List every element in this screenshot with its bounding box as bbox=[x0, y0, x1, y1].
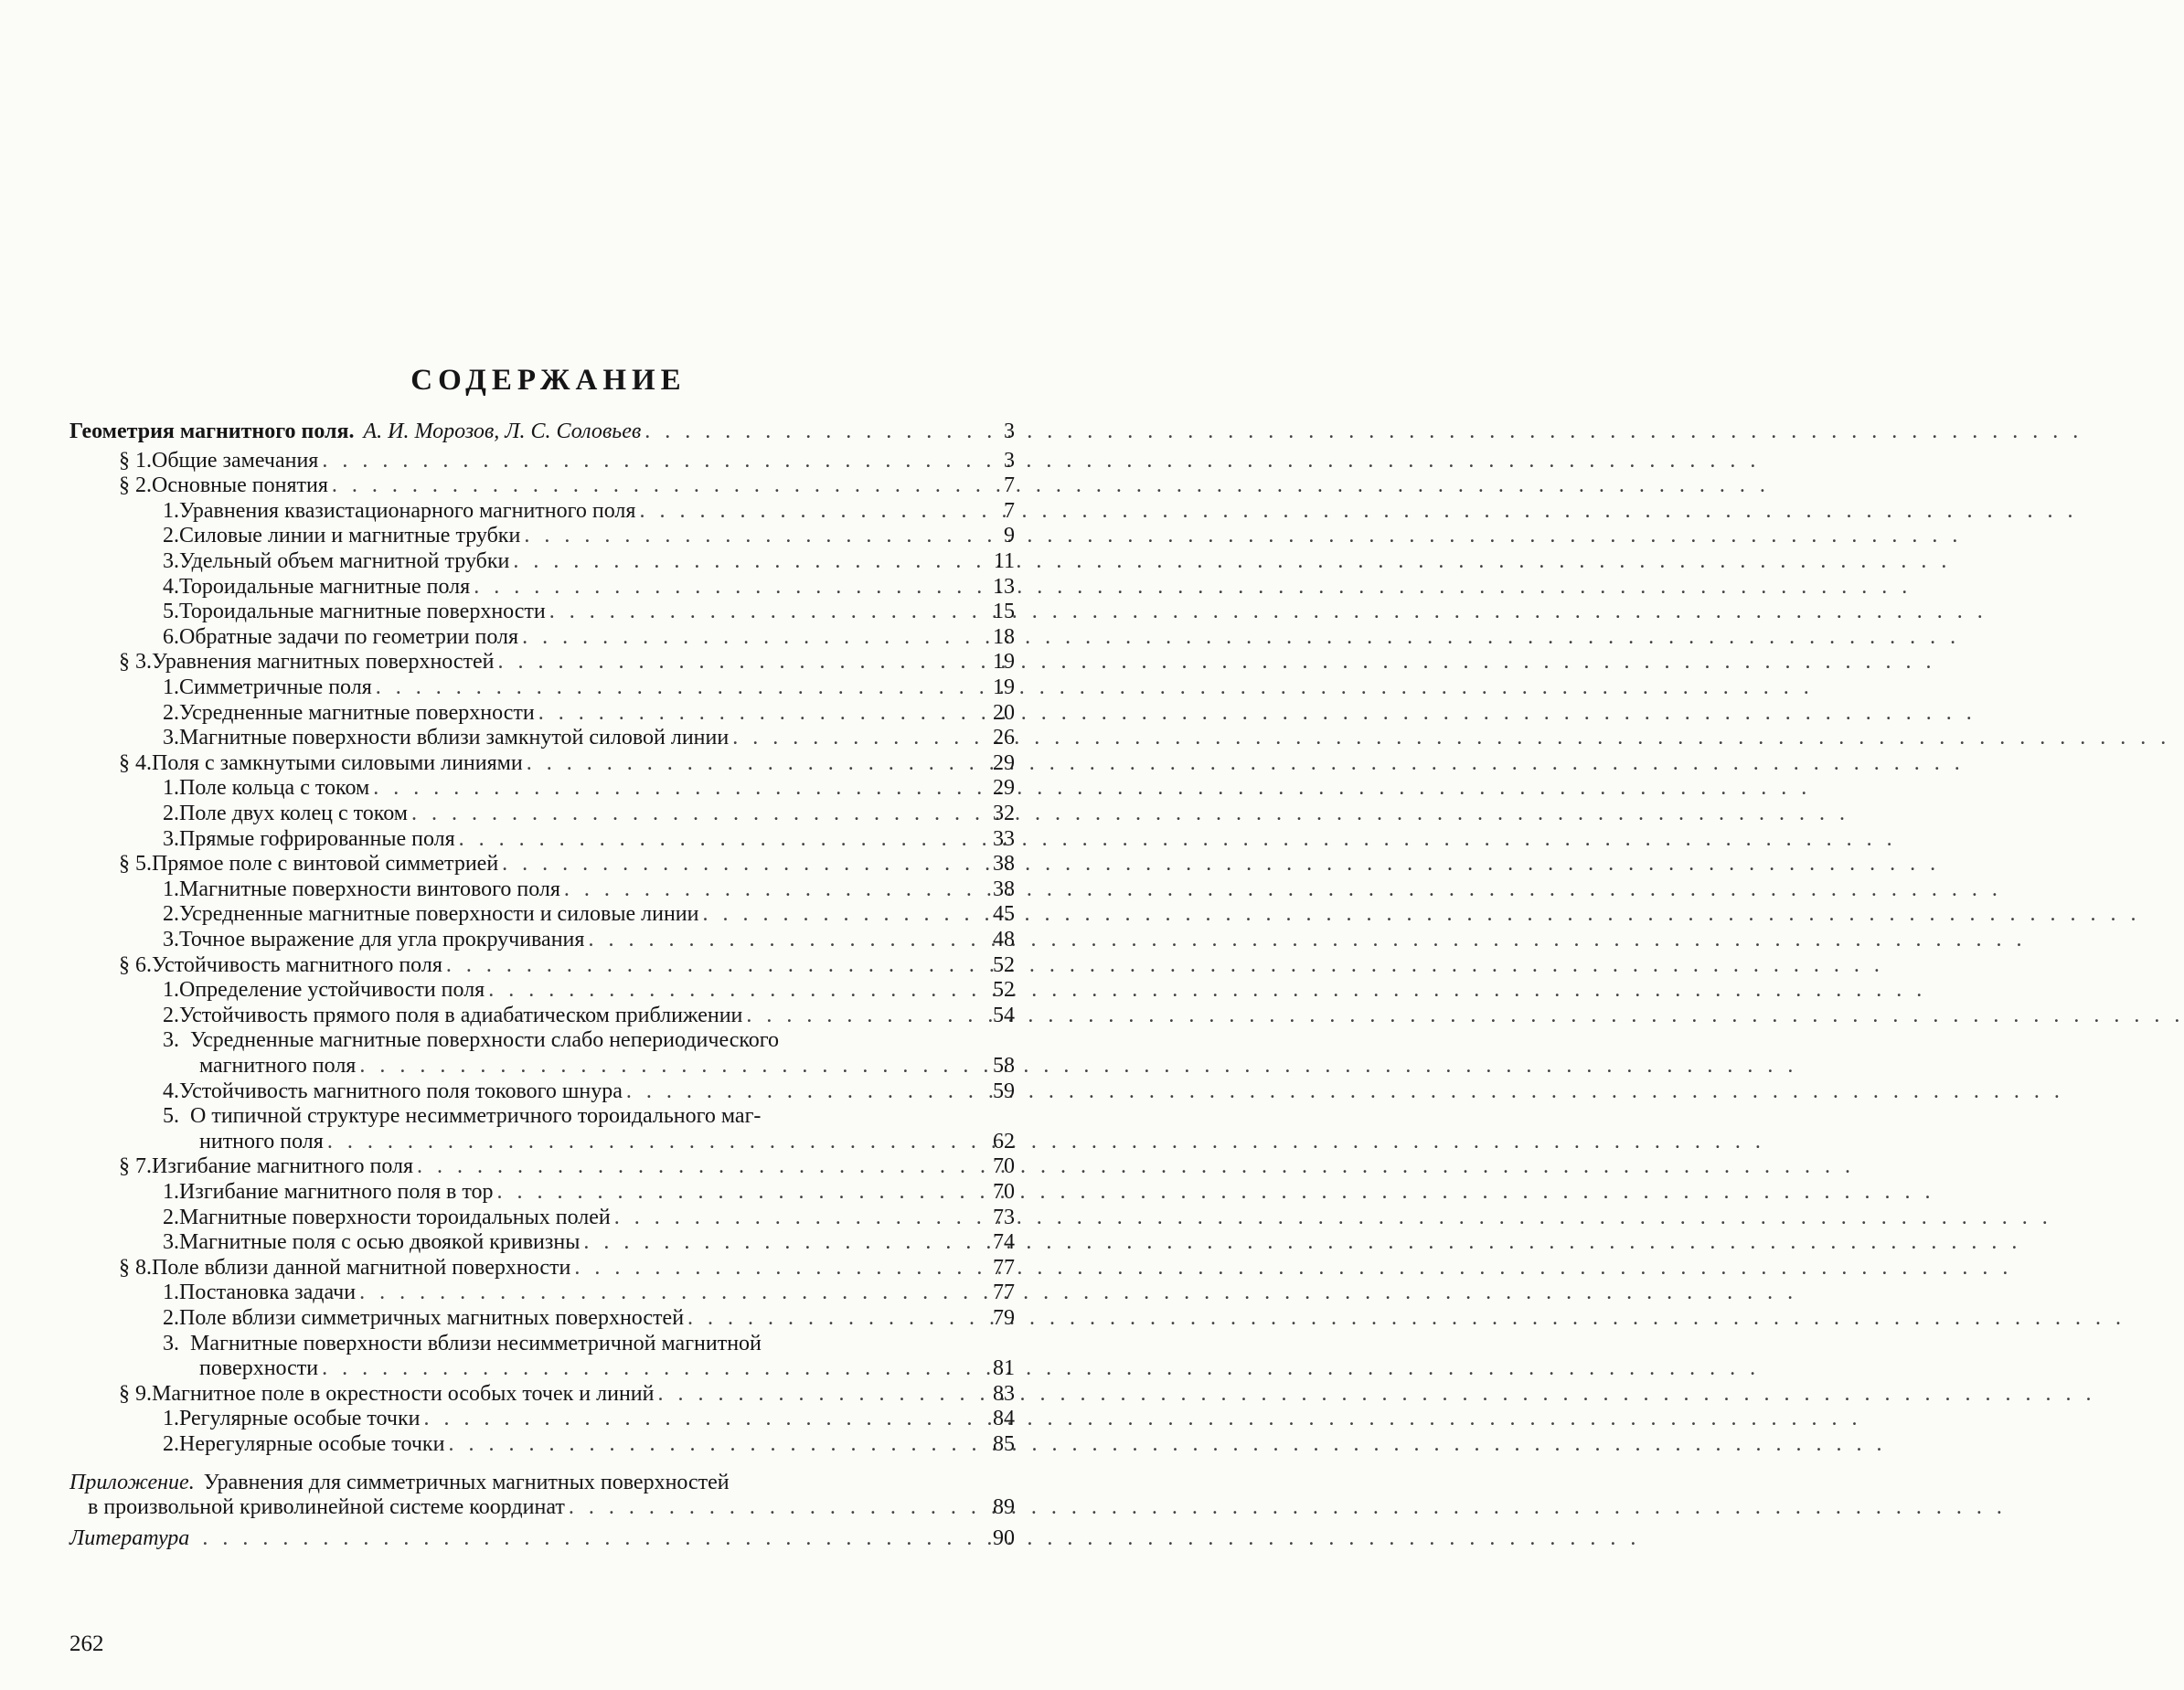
toc-entry[interactable] bbox=[0, 448, 1097, 473]
toc-entry-title: Поле вблизи данной магнитной поверхности bbox=[152, 1255, 571, 1280]
toc-leader-dots bbox=[560, 877, 2002, 902]
toc-entry-number: 2. bbox=[163, 1306, 179, 1330]
toc-entry-page: 52 bbox=[993, 978, 1015, 1003]
toc-entry-number: 5. bbox=[163, 1104, 179, 1129]
toc-entry[interactable] bbox=[0, 1525, 1097, 1551]
toc-entry-number: 2. bbox=[163, 1205, 179, 1229]
toc-entry[interactable] bbox=[0, 1179, 1097, 1205]
toc-entry[interactable] bbox=[0, 523, 1097, 548]
toc-entry-number: 2. bbox=[163, 1003, 179, 1027]
toc-entry-title: Магнитные поверхности винтового поля bbox=[179, 877, 560, 901]
toc-entry-page: 59 bbox=[993, 1079, 1015, 1103]
toc-entry-title: Прямые гофрированные поля bbox=[179, 826, 455, 851]
toc-entry-title: Изгибание магнитного поля в тор bbox=[179, 1180, 494, 1204]
toc-entry-page: 77 bbox=[993, 1255, 1015, 1280]
toc-entry-label: Литература bbox=[69, 1525, 190, 1550]
toc-entry[interactable] bbox=[0, 750, 1097, 776]
toc-leader-dots bbox=[369, 775, 1811, 801]
toc-entry-number: § 4. bbox=[119, 750, 152, 775]
toc-entry[interactable] bbox=[0, 548, 1097, 574]
toc-entry-title: Симметричные поля bbox=[179, 675, 372, 699]
toc-entry[interactable] bbox=[0, 675, 1097, 700]
toc-entry-number: § 2. bbox=[119, 473, 152, 498]
toc-entry-page: 38 bbox=[993, 877, 1015, 901]
toc-entry-number: 6. bbox=[163, 624, 179, 649]
toc-entry-title: Магнитные поверхности тороидальных полей bbox=[179, 1205, 611, 1229]
toc-entry-page: 77 bbox=[993, 1281, 1015, 1305]
toc-entry-number: 2. bbox=[163, 902, 179, 927]
toc-entry-title: поверхности bbox=[199, 1356, 319, 1381]
toc-entry[interactable] bbox=[0, 1355, 1097, 1381]
toc-entry[interactable] bbox=[0, 1053, 1097, 1079]
toc-leader-dots bbox=[470, 574, 1912, 600]
toc-leader-dots bbox=[442, 952, 1884, 978]
toc-entry-title: Поля с замкнутыми силовыми линиями bbox=[152, 750, 523, 775]
toc-entry-title: Удельный объем магнитной трубки bbox=[179, 549, 510, 573]
toc-entry-title: Регулярные особые точки bbox=[179, 1407, 421, 1431]
toc-entry-number: 3. bbox=[163, 549, 179, 573]
toc-entry-page: 26 bbox=[993, 726, 1015, 750]
toc-entry-page: 29 bbox=[993, 750, 1015, 775]
toc-leader-dots bbox=[584, 927, 2026, 952]
toc-entry-title: Прямое поле с винтовой симметрией bbox=[152, 852, 499, 877]
toc-entry-page: 73 bbox=[993, 1205, 1015, 1229]
toc-entry-number: 3. bbox=[163, 1331, 179, 1355]
toc-entry-page: 58 bbox=[993, 1054, 1015, 1078]
toc-entry[interactable] bbox=[0, 801, 1097, 826]
toc-entry-page: 29 bbox=[993, 776, 1015, 801]
toc-entry-page: 13 bbox=[993, 574, 1015, 599]
toc-entry-number: 1. bbox=[163, 1180, 179, 1204]
toc-entry-title: Усредненные магнитные поверхности bbox=[179, 700, 535, 725]
toc-entry-number: § 6. bbox=[119, 952, 152, 977]
toc-entry-title: Основные понятия bbox=[152, 473, 328, 498]
toc-entry-page: 54 bbox=[993, 1003, 1015, 1027]
toc-entry-number: 1. bbox=[163, 498, 179, 523]
toc-leader-dots bbox=[654, 1381, 2095, 1407]
toc-leader-dots bbox=[198, 1525, 1640, 1551]
toc-entry[interactable] bbox=[0, 419, 1097, 444]
toc-entry[interactable] bbox=[0, 901, 1097, 927]
toc-entry[interactable] bbox=[0, 1305, 1097, 1331]
toc-entry-title: Устойчивость прямого поля в адиабатическом приближении bbox=[179, 1003, 743, 1027]
toc-leader-dots bbox=[509, 548, 1951, 574]
toc-entry-page: 11 bbox=[993, 549, 1015, 573]
toc-entry[interactable] bbox=[0, 877, 1097, 902]
toc-entry[interactable] bbox=[0, 977, 1097, 1003]
toc-entry-title: Нерегулярные особые точки bbox=[179, 1432, 445, 1456]
toc-entry-title: в произвольной криволинейной системе координат bbox=[88, 1495, 565, 1520]
toc-entry-number: § 5. bbox=[119, 852, 152, 877]
toc-entry-page: 19 bbox=[993, 650, 1015, 675]
toc-leader-dots bbox=[635, 498, 2077, 524]
toc-entry-number: 1. bbox=[163, 1407, 179, 1431]
toc-leader-dots bbox=[498, 851, 1940, 877]
toc-leader-dots bbox=[684, 1305, 2125, 1331]
toc-entry-page: 83 bbox=[993, 1381, 1015, 1406]
toc-entry-title: Усредненные магнитные поверхности и силовые линии bbox=[179, 902, 699, 927]
page-number: 262 bbox=[69, 1632, 104, 1656]
toc-entry[interactable] bbox=[0, 498, 1097, 524]
toc-entry-number: 1. bbox=[163, 1281, 179, 1305]
toc-entry-title: Магнитное поле в окрестности особых точек и линий bbox=[152, 1381, 655, 1406]
toc-entry-page: 79 bbox=[993, 1306, 1015, 1330]
toc-entry[interactable] bbox=[0, 826, 1097, 852]
toc-entry-number: 3. bbox=[163, 826, 179, 851]
toc-entry[interactable] bbox=[0, 851, 1097, 877]
toc-entry-number: 1. bbox=[163, 776, 179, 801]
toc-entry-title: Тороидальные магнитные поля bbox=[179, 574, 471, 599]
toc-entry-page: 81 bbox=[993, 1356, 1015, 1381]
toc-entry-number: § 8. bbox=[119, 1255, 152, 1280]
toc-entry-page: 70 bbox=[993, 1180, 1015, 1204]
toc-entry-page: 90 bbox=[993, 1525, 1015, 1550]
toc-entry-title: Уравнения для симметричных магнитных поверхностей bbox=[203, 1470, 730, 1494]
toc-leader-dots bbox=[641, 419, 2083, 444]
toc-entry-number: § 7. bbox=[119, 1154, 152, 1179]
toc-entry[interactable] bbox=[0, 725, 1097, 750]
toc-entry-page: 38 bbox=[993, 852, 1015, 877]
toc-entry-title: Постановка задачи bbox=[179, 1281, 357, 1305]
toc-entry[interactable] bbox=[0, 599, 1097, 624]
toc-leader-dots bbox=[356, 1053, 1797, 1079]
toc-entry-number: 1. bbox=[163, 675, 179, 699]
toc-entry-number: 2. bbox=[163, 700, 179, 725]
toc-entry-number: 4. bbox=[163, 1079, 179, 1103]
toc-entry-title: Определение устойчивости поля bbox=[179, 978, 485, 1003]
toc-entry-number: § 3. bbox=[119, 650, 152, 675]
toc-entry-page: 20 bbox=[993, 700, 1015, 725]
toc-entry-page: 70 bbox=[993, 1154, 1015, 1179]
toc-leader-dots bbox=[444, 1431, 1886, 1457]
toc-entry[interactable] bbox=[0, 927, 1097, 952]
toc-entry-page: 84 bbox=[993, 1407, 1015, 1431]
toc-entry-title: Устойчивость магнитного поля токового шнура bbox=[179, 1079, 623, 1103]
toc-entry-title: Устойчивость магнитного поля bbox=[152, 952, 442, 977]
toc-entry-page: 32 bbox=[993, 802, 1015, 825]
toc-entry-title: Уравнения магнитных поверхностей bbox=[152, 650, 495, 675]
toc-entry[interactable] bbox=[0, 574, 1097, 600]
toc-leader-dots bbox=[546, 599, 1987, 624]
toc-leader-dots bbox=[420, 1406, 1861, 1431]
toc-entry-page: 19 bbox=[993, 675, 1015, 699]
toc-entry-number: 1. bbox=[163, 978, 179, 1003]
toc-entry-number: 3. bbox=[163, 1028, 179, 1053]
toc-leader-dots bbox=[520, 523, 1962, 548]
page-title: СОДЕРЖАНИЕ bbox=[410, 364, 687, 397]
toc-leader-dots bbox=[523, 750, 1965, 776]
toc-entry-page: 33 bbox=[993, 826, 1015, 851]
toc-entry-number: § 1. bbox=[119, 448, 152, 473]
toc-entry[interactable] bbox=[0, 1205, 1097, 1230]
toc-entry[interactable] bbox=[0, 1280, 1097, 1305]
toc-leader-dots bbox=[494, 1179, 1935, 1205]
toc-leader-dots bbox=[413, 1153, 1855, 1179]
toc-leader-dots bbox=[742, 1003, 2184, 1028]
toc-entry-page: 18 bbox=[993, 624, 1015, 649]
toc-leader-dots bbox=[318, 448, 1760, 473]
toc-entry-title: Тороидальные магнитные поверхности bbox=[179, 600, 546, 624]
toc-entry[interactable] bbox=[0, 1079, 1097, 1104]
toc-entry[interactable] bbox=[0, 700, 1097, 726]
toc-leader-dots bbox=[455, 826, 1897, 852]
toc-leader-dots bbox=[535, 700, 1976, 726]
toc-entry-number: 5. bbox=[163, 600, 179, 624]
toc-entry-title: Общие замечания bbox=[152, 448, 319, 473]
toc-entry-number: 2. bbox=[163, 802, 179, 825]
toc-leader-dots bbox=[580, 1229, 2021, 1255]
toc-entry-title: Точное выражение для угла прокручивания bbox=[179, 928, 585, 951]
toc-entry-number: 4. bbox=[163, 574, 179, 599]
toc-entry-number: 3. bbox=[163, 928, 179, 951]
toc-entry-number: 3. bbox=[163, 1230, 179, 1255]
toc-leader-dots bbox=[729, 725, 2170, 750]
toc-entry-page: 48 bbox=[993, 928, 1015, 951]
toc-leader-dots bbox=[324, 1129, 1765, 1154]
toc-entry[interactable] bbox=[0, 1153, 1097, 1179]
toc-entry-page: 9 bbox=[1004, 524, 1015, 548]
toc-entry[interactable] bbox=[0, 1431, 1097, 1457]
toc-entry-page: 85 bbox=[993, 1432, 1015, 1456]
toc-entry-authors: А. И. Морозов, Л. С. Соловьев bbox=[363, 420, 642, 443]
toc-entry-title: Поле вблизи симметричных магнитных поверхностей bbox=[179, 1306, 685, 1330]
toc-entry-number: 3. bbox=[163, 726, 179, 750]
toc-entry[interactable] bbox=[0, 1255, 1097, 1281]
toc-entry-title: Усредненные магнитные поверхности слабо непериодического bbox=[190, 1028, 780, 1053]
toc-entry[interactable] bbox=[0, 1103, 1097, 1129]
toc-entry[interactable] bbox=[0, 1229, 1097, 1255]
toc-entry-title: Силовые линии и магнитные трубки bbox=[179, 524, 521, 548]
toc-entry-page: 15 bbox=[993, 600, 1015, 624]
toc-leader-dots bbox=[698, 901, 2140, 927]
toc-leader-dots bbox=[318, 1355, 1760, 1381]
toc-entry-title: Магнитные поверхности вблизи замкнутой силовой линии bbox=[179, 726, 730, 750]
toc-entry[interactable] bbox=[0, 1003, 1097, 1028]
toc-entry-page: 45 bbox=[993, 902, 1015, 927]
toc-entry-title: О типичной структуре несимметричного тороидального маг- bbox=[190, 1104, 762, 1129]
toc-entry-title: Уравнения квазистационарного магнитного поля bbox=[179, 498, 636, 523]
toc-leader-dots bbox=[565, 1494, 2007, 1520]
toc-entry-title: Магнитные поверхности вблизи несимметричной магнитной bbox=[190, 1331, 762, 1355]
toc-entry-title: Магнитные поля с осью двоякой кривизны bbox=[179, 1230, 581, 1255]
toc-entry[interactable] bbox=[0, 1129, 1097, 1154]
toc-leader-dots bbox=[372, 675, 1814, 700]
toc-entry-page: 89 bbox=[993, 1495, 1015, 1520]
toc-entry-page: 7 bbox=[1004, 473, 1015, 498]
toc-entry-number: 1. bbox=[163, 877, 179, 901]
toc-leader-dots bbox=[623, 1079, 2064, 1104]
toc-entry[interactable] bbox=[0, 1406, 1097, 1431]
toc-entry[interactable] bbox=[0, 775, 1097, 801]
toc-leader-dots bbox=[518, 624, 1960, 650]
toc-entry-page: 3 bbox=[1004, 448, 1015, 473]
toc-entry-title: Изгибание магнитного поля bbox=[152, 1154, 414, 1179]
toc-entry[interactable] bbox=[0, 624, 1097, 650]
toc-entry-label: Приложение. bbox=[69, 1470, 195, 1494]
toc-entry-page: 74 bbox=[993, 1230, 1015, 1255]
toc-entry[interactable] bbox=[0, 649, 1097, 675]
toc-entry-page: 7 bbox=[1004, 498, 1015, 523]
toc-entry[interactable] bbox=[0, 473, 1097, 498]
toc-leader-dots bbox=[356, 1280, 1797, 1305]
toc-entry-title: магнитного поля bbox=[199, 1054, 357, 1078]
toc-entry-title: Обратные задачи по геометрии поля bbox=[179, 624, 519, 649]
toc-entry-page: 62 bbox=[993, 1129, 1015, 1153]
toc-entry-number: § 9. bbox=[119, 1381, 152, 1406]
toc-leader-dots bbox=[495, 649, 1936, 675]
toc-entry-title: нитного поля bbox=[199, 1129, 324, 1153]
toc-leader-dots bbox=[570, 1255, 2012, 1281]
toc-entry[interactable] bbox=[0, 1381, 1097, 1407]
toc-entry-number: 2. bbox=[163, 524, 179, 548]
toc-entry[interactable] bbox=[0, 1470, 1097, 1495]
toc-entry[interactable] bbox=[0, 1331, 1097, 1356]
toc-entry-title: Поле кольца с током bbox=[179, 776, 370, 801]
toc-entry-number: 2. bbox=[163, 1432, 179, 1456]
toc-entry[interactable] bbox=[0, 1494, 1097, 1520]
toc-entry[interactable] bbox=[0, 952, 1097, 978]
toc-leader-dots bbox=[485, 977, 1926, 1003]
toc-entry-title: Поле двух колец с током bbox=[179, 802, 408, 825]
toc-leader-dots bbox=[408, 801, 1849, 826]
toc-entry-title: Геометрия магнитного поля. bbox=[69, 420, 355, 443]
toc-leader-dots bbox=[328, 473, 1770, 498]
toc-leader-dots bbox=[611, 1205, 2052, 1230]
toc-entry[interactable] bbox=[0, 1027, 1097, 1053]
toc-entry-page: 3 bbox=[1004, 420, 1015, 443]
toc-entry-page: 52 bbox=[993, 952, 1015, 977]
